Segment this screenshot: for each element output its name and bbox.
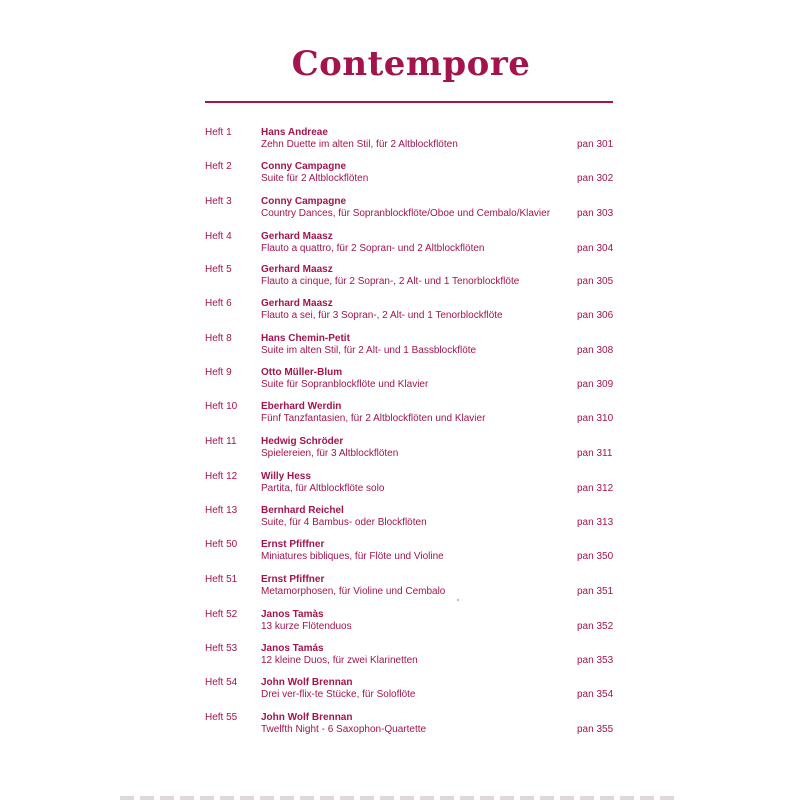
catalog-number: pan 310 [577, 413, 614, 424]
heft-number: Heft 11 [205, 436, 237, 447]
catalog-number: pan 350 [577, 551, 614, 562]
composer-name: Bernhard Reichel [261, 505, 344, 516]
work-title: Zehn Duette im alten Stil, für 2 Altblockflöten [261, 139, 458, 150]
list-item [0, 643, 800, 675]
composer-name: Conny Campagne [261, 161, 347, 172]
heft-number: Heft 2 [205, 161, 232, 172]
work-title: Suite, für 4 Bambus- oder Blockflöten [261, 517, 427, 528]
heft-number: Heft 8 [205, 333, 232, 344]
work-title: Miniatures bibliques, für Flöte und Violine [261, 551, 444, 562]
list-item [0, 196, 800, 228]
work-title: Partita, für Altblockflöte solo [261, 483, 385, 494]
catalog-number: pan 351 [577, 586, 614, 597]
heft-number: Heft 10 [205, 401, 238, 412]
heft-number: Heft 51 [205, 574, 238, 585]
work-title: Flauto a sei, für 3 Sopran-, 2 Alt- und 1 Tenorblockflöte [261, 310, 503, 321]
work-title: Suite für Sopranblockflöte und Klavier [261, 379, 429, 390]
catalog-number: pan 311 [577, 448, 613, 459]
catalog-number: pan 303 [577, 208, 614, 219]
work-title: Drei ver-flix-te Stücke, für Soloflöte [261, 689, 416, 700]
list-item [0, 539, 800, 571]
page-title: Contempore [291, 44, 531, 84]
heft-number: Heft 52 [205, 609, 238, 620]
catalog-number: pan 304 [577, 243, 614, 254]
composer-name: Gerhard Maasz [261, 231, 333, 242]
composer-name: Eberhard Werdin [261, 401, 342, 412]
work-title: Fünf Tanzfantasien, für 2 Altblockflöten und Klavier [261, 413, 486, 424]
heft-number: Heft 53 [205, 643, 238, 654]
composer-name: Hans Chemin-Petit [261, 333, 350, 344]
catalog-number: pan 301 [577, 139, 614, 150]
catalog-number: pan 305 [577, 276, 614, 287]
list-item [0, 264, 800, 296]
list-item [0, 609, 800, 641]
composer-name: Janos Tamás [261, 643, 324, 654]
work-title: Suite für 2 Altblockflöten [261, 173, 369, 184]
list-item [0, 367, 800, 399]
composer-name: Hans Andreae [261, 127, 328, 138]
work-title: 12 kleine Duos, für zwei Klarinetten [261, 655, 418, 666]
heft-number: Heft 13 [205, 505, 238, 516]
list-item [0, 127, 800, 159]
composer-name: Gerhard Maasz [261, 264, 333, 275]
catalog-number: pan 354 [577, 689, 614, 700]
catalog-number: pan 352 [577, 621, 614, 632]
list-item [0, 231, 800, 263]
cropped-next-line [120, 796, 680, 800]
catalog-number: pan 353 [577, 655, 614, 666]
work-title: Suite im alten Stil, für 2 Alt- und 1 Bassblockflöte [261, 345, 477, 356]
composer-name: John Wolf Brennan [261, 677, 353, 688]
list-item [0, 677, 800, 709]
heft-number: Heft 1 [205, 127, 232, 138]
list-item [0, 471, 800, 503]
heft-number: Heft 9 [205, 367, 232, 378]
composer-name: Ernst Pfiffner [261, 539, 325, 550]
heft-number: Heft 3 [205, 196, 232, 207]
list-item [0, 574, 800, 606]
heft-number: Heft 54 [205, 677, 238, 688]
catalog-number: pan 355 [577, 724, 614, 735]
work-title: Flauto a quattro, für 2 Sopran- und 2 Altblockflöten [261, 243, 485, 254]
work-title: 13 kurze Flötenduos [261, 621, 352, 632]
heft-number: Heft 4 [205, 231, 232, 242]
list-item [0, 401, 800, 433]
catalog-number: pan 309 [577, 379, 614, 390]
heft-number: Heft 6 [205, 298, 232, 309]
work-title: Spielereien, für 3 Altblockflöten [261, 448, 399, 459]
catalog-number: pan 313 [577, 517, 614, 528]
list-item [0, 505, 800, 537]
composer-name: Otto Müller-Blum [261, 367, 343, 378]
composer-name: Gerhard Maasz [261, 298, 333, 309]
composer-name: Willy Hess [261, 471, 311, 482]
list-item [0, 333, 800, 365]
composer-name: John Wolf Brennan [261, 712, 353, 723]
list-item [0, 436, 800, 468]
composer-name: Hedwig Schröder [261, 436, 344, 447]
work-title: Metamorphosen, für Violine und Cembalo [261, 586, 446, 597]
list-item [0, 161, 800, 193]
heft-number: Heft 50 [205, 539, 238, 550]
composer-name: Ernst Pfiffner [261, 574, 325, 585]
catalog-number: pan 308 [577, 345, 614, 356]
heft-number: Heft 5 [205, 264, 232, 275]
list-item [0, 712, 800, 744]
work-title: Twelfth Night - 6 Saxophon-Quartette [261, 724, 427, 735]
catalog-number: pan 312 [577, 483, 614, 494]
heft-number: Heft 55 [205, 712, 238, 723]
composer-name: Conny Campagne [261, 196, 347, 207]
work-title: Country Dances, für Sopranblockflöte/Oboe und Cembalo/Klavier [261, 208, 551, 219]
heft-number: Heft 12 [205, 471, 238, 482]
scan-speck [457, 599, 459, 601]
title-divider [205, 101, 613, 103]
work-title: Flauto a cinque, für 2 Sopran-, 2 Alt- und 1 Tenorblockflöte [261, 276, 520, 287]
list-item [0, 298, 800, 330]
catalog-number: pan 306 [577, 310, 614, 321]
catalog-number: pan 302 [577, 173, 614, 184]
composer-name: Janos Tamàs [261, 609, 324, 620]
